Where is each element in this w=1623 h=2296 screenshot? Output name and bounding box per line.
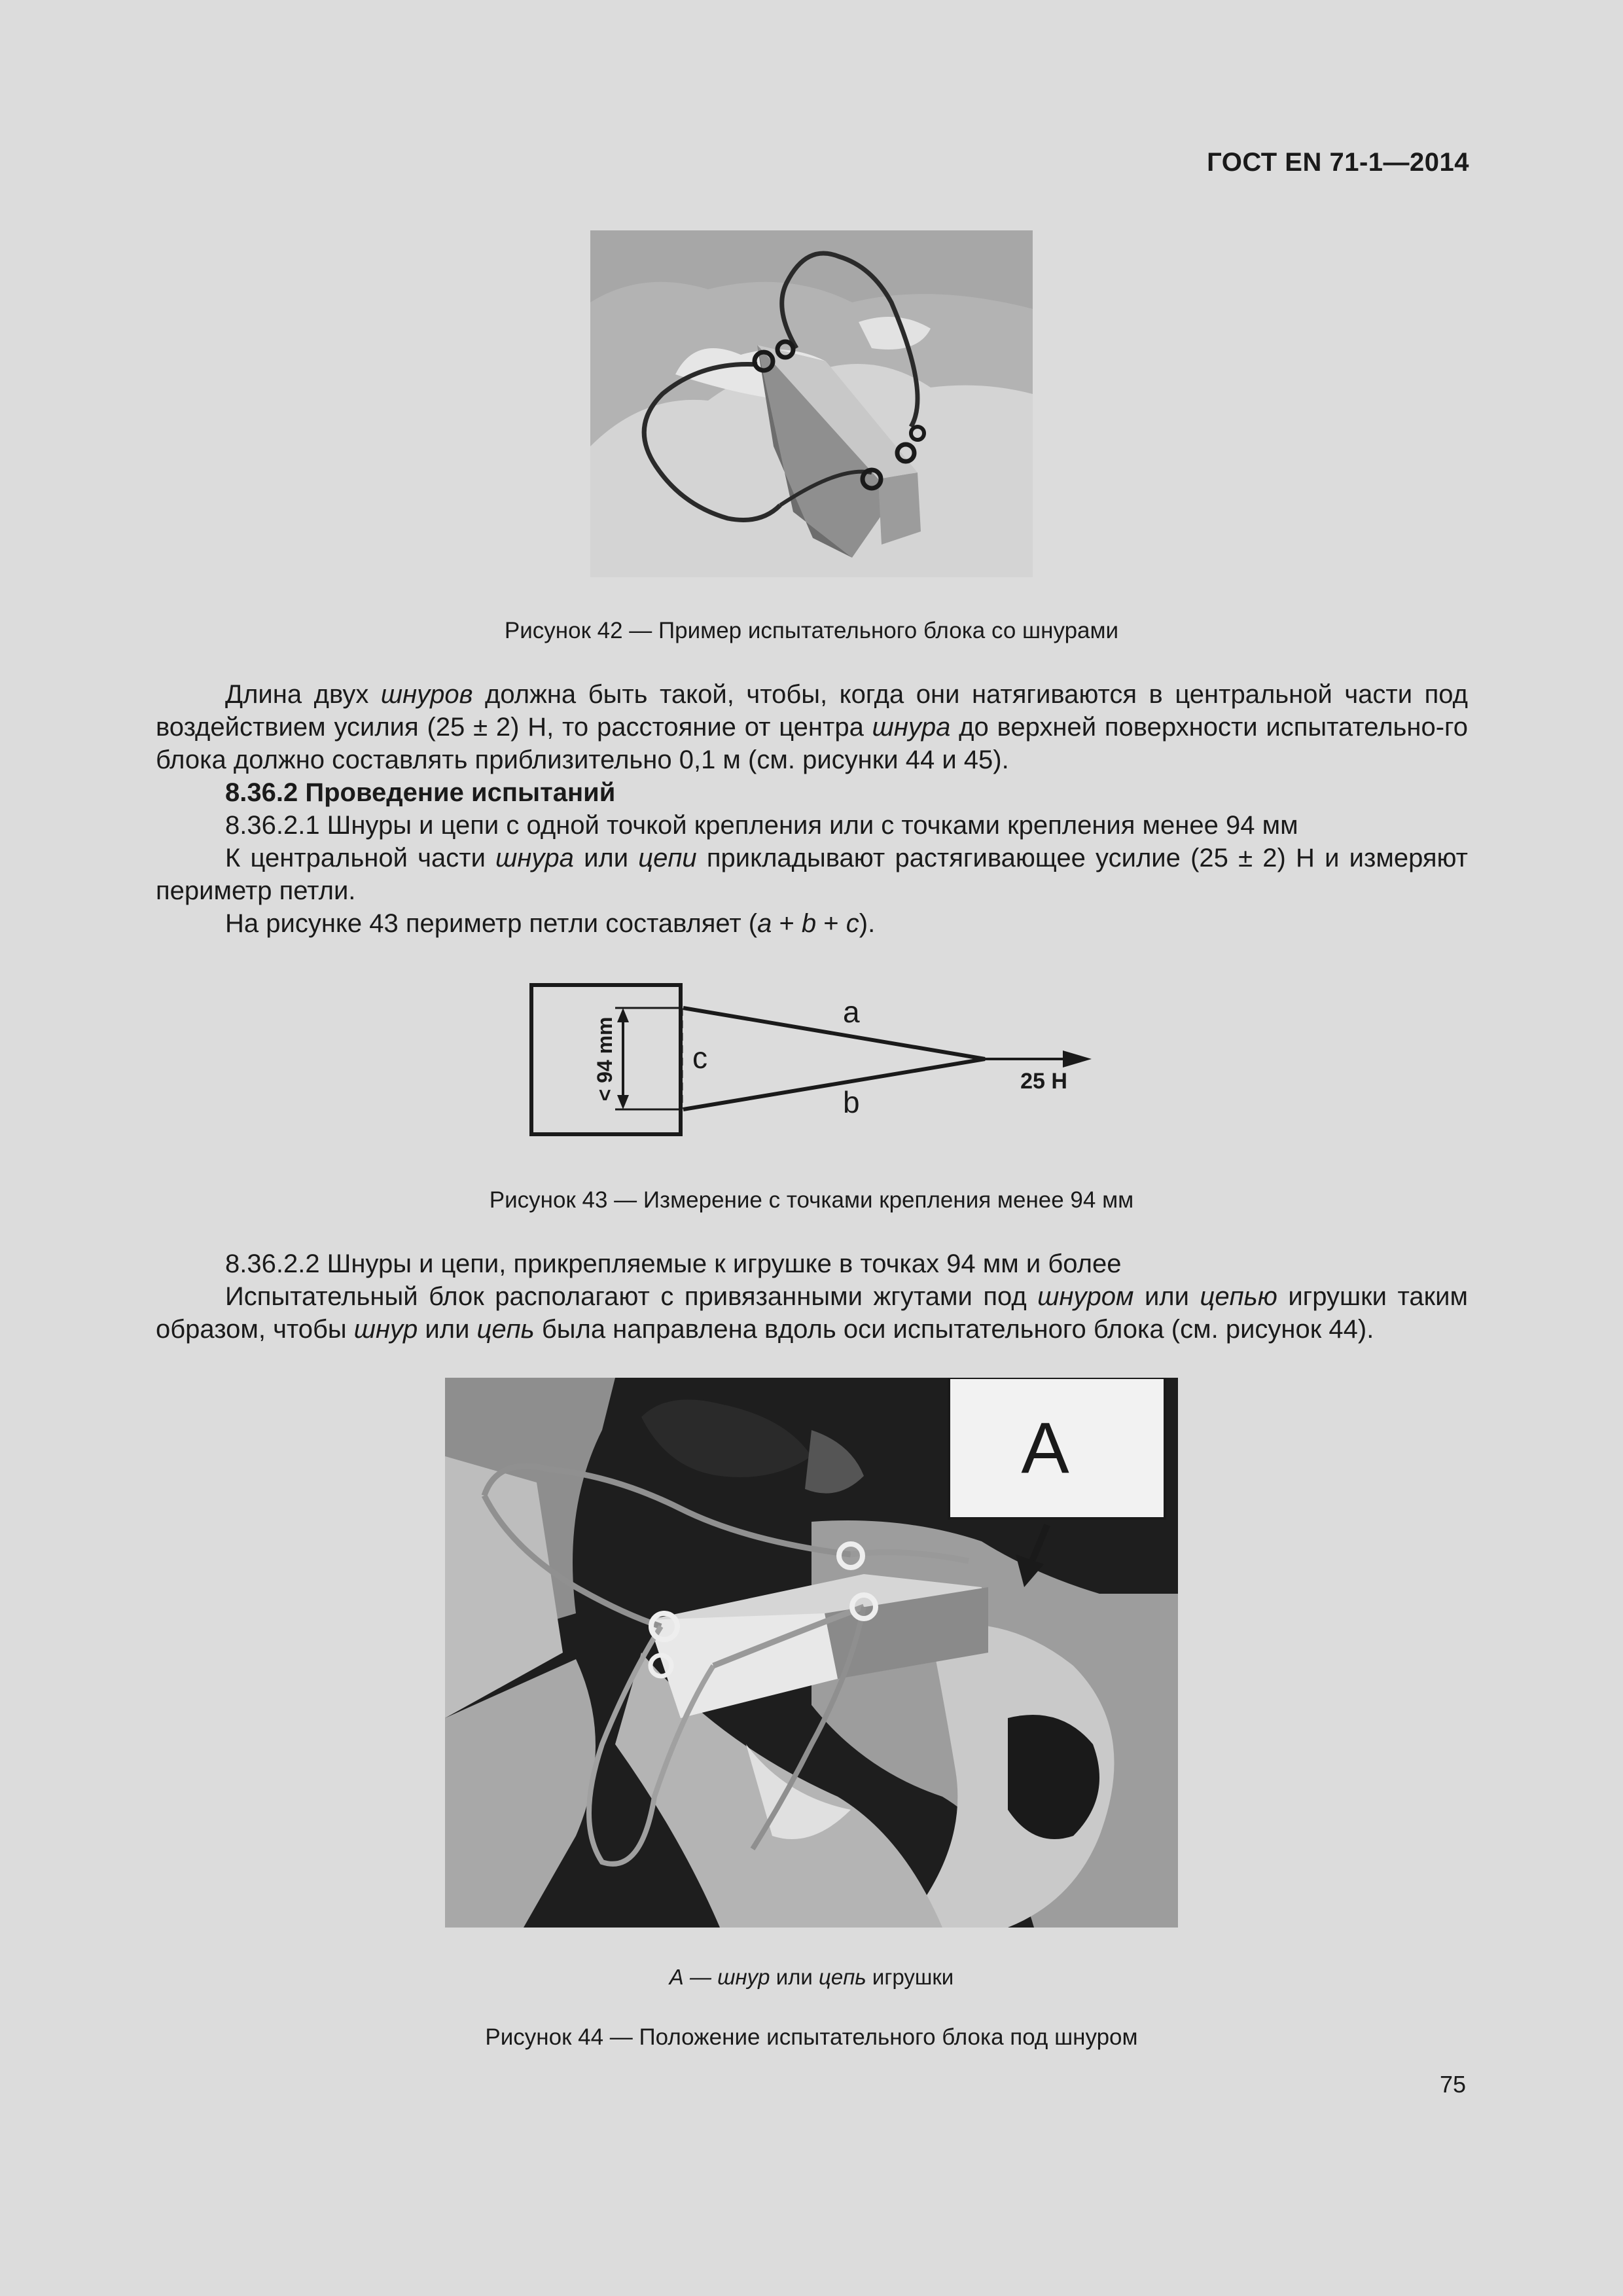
- document-header: ГОСТ EN 71-1—2014: [1207, 148, 1469, 177]
- section-heading: 8.36.2 Проведение испытаний: [225, 778, 616, 807]
- cord-b: [683, 1059, 985, 1109]
- page-number: 75: [1439, 2071, 1466, 2098]
- paragraph-block-position: Испытательный блок располагают с привязанными жгутами под шнуром или цепью игрушки таким образом, чтобы шнур или цепь была направлена вдоль оси испытательного блока (см. рисунок 44).: [156, 1282, 1468, 1344]
- text-block-2: [156, 1247, 1468, 1346]
- label-a: a: [843, 995, 860, 1029]
- paragraph-perimeter: На рисунке 43 периметр петли составляет (a + b + c).: [225, 909, 876, 938]
- figure-43-diagram: [524, 975, 1113, 1139]
- paragraph-tension: К центральной части шнура или цепи прикладывают растягивающее усилие (25 ± 2) Н и измеряют периметр петли.: [156, 844, 1468, 905]
- dimension-arrow-bottom: [617, 1095, 629, 1109]
- text-block-1: [156, 678, 1468, 940]
- clause-8-36-2-1: 8.36.2.1 Шнуры и цепи с одной точкой крепления или с точками крепления менее 94 мм: [225, 811, 1298, 840]
- label-c: c: [692, 1041, 707, 1075]
- paragraph-cord-length: Длина двух шнуров должна быть такой, чтобы, когда они натягиваются в центральной части под воздействием усилия (25 ± 2) Н, то расстояние от центра шнура до верхней поверхности испытательно-го блока должно составлять приблизительно 0,1 м (см. рисунки 44 и 45).: [156, 680, 1468, 774]
- dimension-arrow-top: [617, 1008, 629, 1022]
- figure-43-caption: Рисунок 43 — Измерение с точками крепления менее 94 мм: [489, 1187, 1134, 1213]
- figure-42-caption: Рисунок 42 — Пример испытательного блока со шнурами: [504, 618, 1119, 643]
- clause-8-36-2-2: 8.36.2.2 Шнуры и цепи, прикрепляемые к игрушке в точках 94 мм и более: [225, 1249, 1122, 1278]
- figure-44-caption: Рисунок 44 — Положение испытательного блока под шнуром: [485, 2024, 1138, 2050]
- figure-44-photo: [445, 1378, 1178, 1928]
- dimension-label: < 94 mm: [593, 1016, 616, 1102]
- label-b: b: [843, 1085, 860, 1119]
- cord-a: [683, 1008, 985, 1059]
- label-A: A: [1021, 1408, 1069, 1488]
- figure-44-legend: А — шнур или цепь игрушки: [669, 1965, 954, 1989]
- figure-42-photo: [590, 230, 1033, 577]
- force-label: 25 H: [1020, 1069, 1067, 1094]
- force-arrow-head: [1063, 1050, 1092, 1067]
